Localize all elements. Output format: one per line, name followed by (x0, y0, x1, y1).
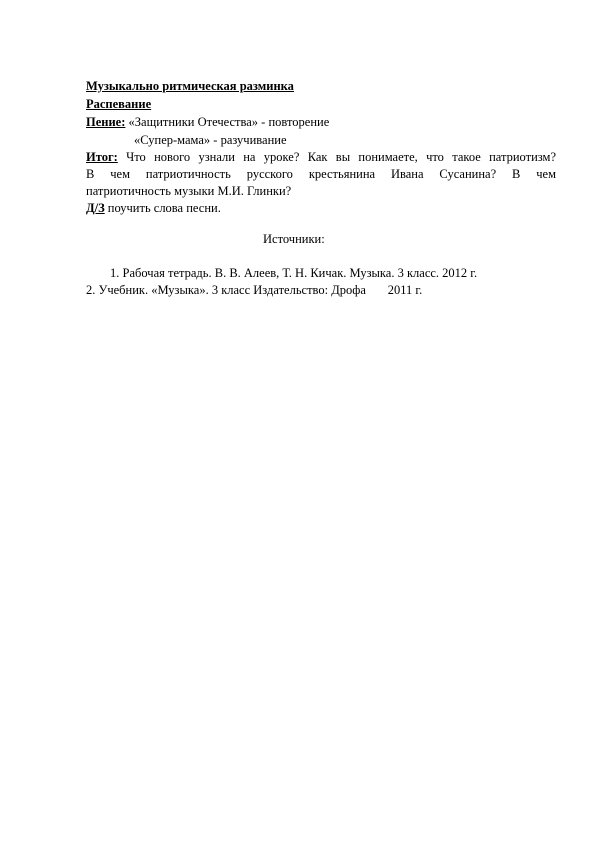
singing-line (86, 114, 329, 130)
homework-line (86, 200, 221, 216)
vocal-line: Распевание (86, 97, 152, 111)
source-item: 1. Рабочая тетрадь. В. В. Алеев, Т. Н. Кичак. Музыка. 3 класс. 2012 г. (110, 266, 478, 280)
summary-line-2: В чем патриотичность русского крестьянина Ивана Сусанина? В чем (86, 167, 556, 181)
summary-q1: Что нового узнали на уроке? Как вы понимаете, что такое патриотизм? (126, 150, 556, 164)
summary-label: Итог: (86, 150, 118, 164)
homework-text: поучить слова песни. (107, 201, 221, 215)
song-2: «Супер-мама» - разучивание (134, 133, 287, 147)
warmup-line: Музыкально ритмическая разминка (86, 79, 294, 93)
summary-line-1 (86, 149, 556, 166)
song-1: «Защитники Отечества» - повторение (128, 115, 330, 129)
homework-label: Д/З (86, 201, 105, 215)
sources-heading: Источники: (263, 232, 325, 246)
singing-label: Пение: (86, 115, 126, 129)
summary-line-3: патриотичность музыки М.И. Глинки? (86, 184, 292, 198)
source-item: 2. Учебник. «Музыка». 3 класс Издательство: Дрофа 2011 г. (86, 283, 423, 297)
